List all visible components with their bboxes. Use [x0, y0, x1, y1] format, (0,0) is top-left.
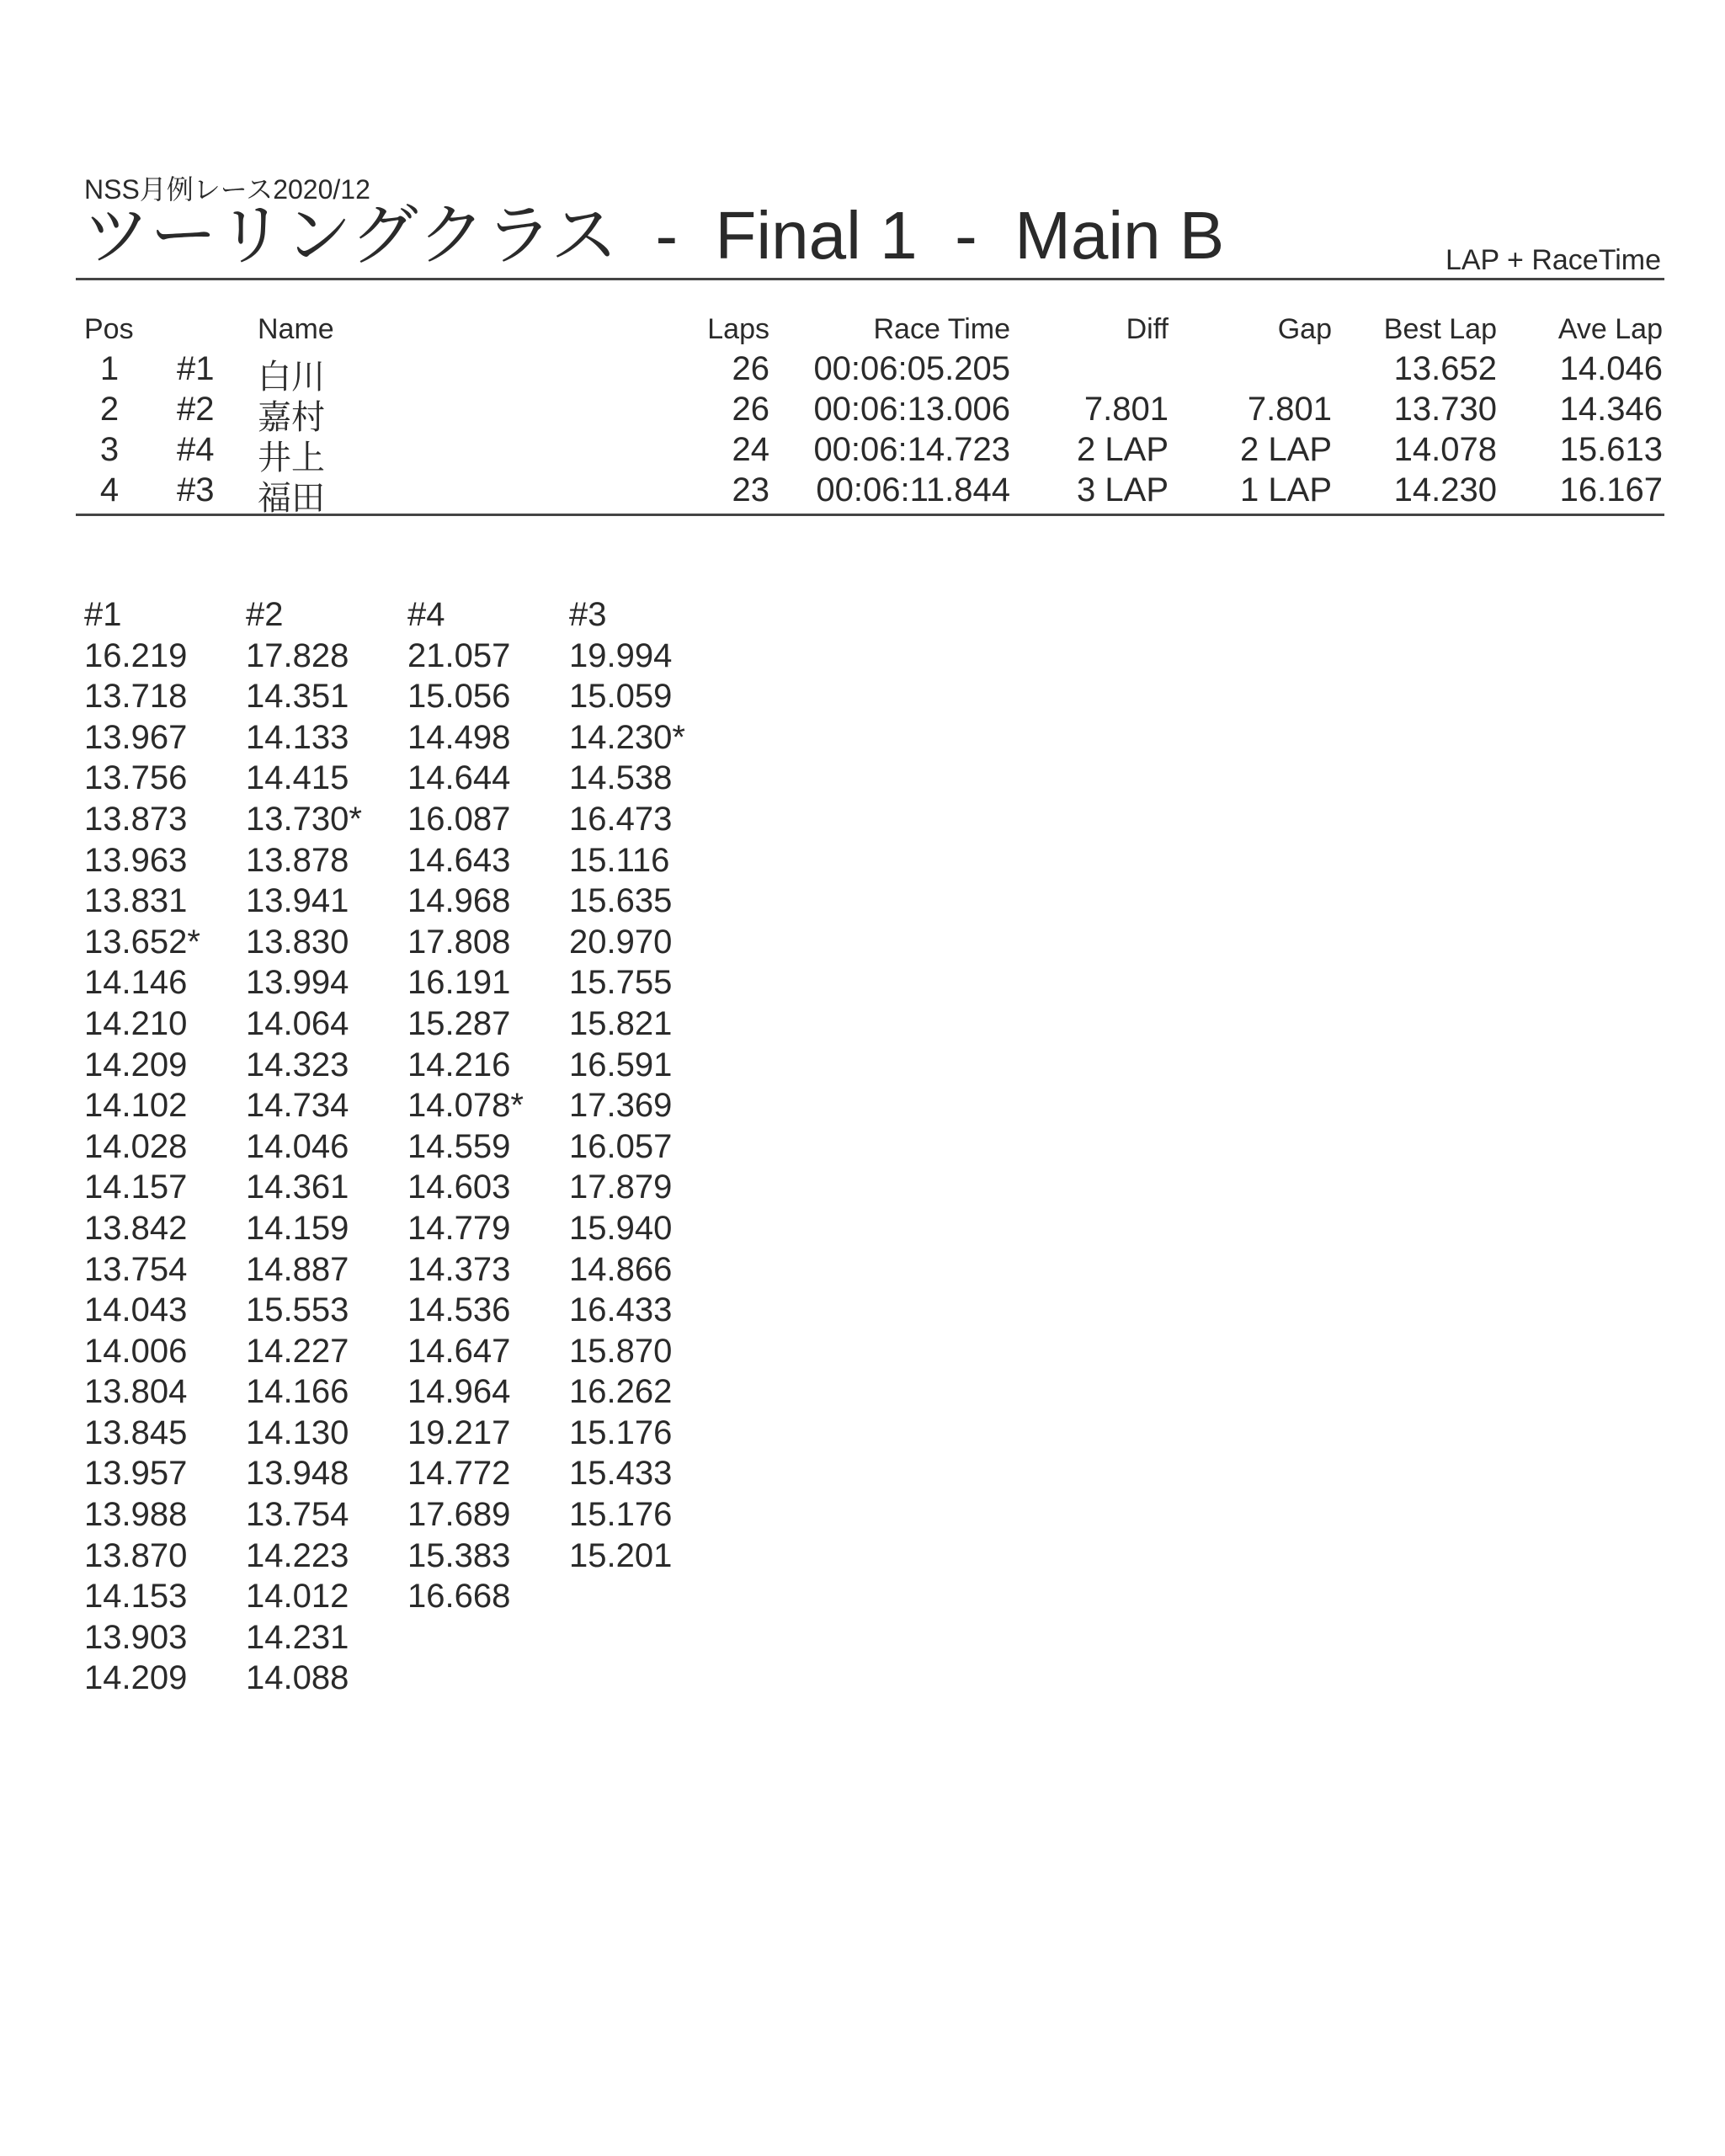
lap-time: 14.887 [246, 1250, 349, 1288]
lap-time: 15.755 [569, 964, 673, 1002]
result-ave-lap: 14.046 [1559, 350, 1663, 387]
lap-time: 16.057 [569, 1127, 673, 1165]
lap-time: 15.635 [569, 882, 673, 920]
lap-times-table [84, 594, 731, 1699]
lap-time: 15.870 [569, 1332, 673, 1370]
lap-time: 13.967 [84, 718, 188, 756]
lap-time: 14.415 [246, 759, 349, 797]
lap-time: 13.878 [246, 841, 349, 879]
result-car-number: #3 [177, 471, 215, 508]
lap-time: 14.046 [246, 1127, 349, 1165]
lap-time: 14.644 [407, 759, 511, 797]
lap-time: 14.159 [246, 1209, 349, 1247]
lap-time: 14.223 [246, 1536, 349, 1574]
result-gap: 2 LAP [1240, 431, 1332, 468]
result-ave-lap: 14.346 [1559, 391, 1663, 428]
lap-time: 13.963 [84, 841, 188, 879]
lap-time: 20.970 [569, 923, 673, 961]
result-row [0, 431, 1725, 476]
lap-time: 15.059 [569, 678, 673, 716]
report-type-label: LAP + RaceTime [1445, 244, 1661, 276]
col-header-gap: Gap [1277, 313, 1332, 345]
results-table [0, 313, 1725, 517]
lap-time: 14.231 [246, 1618, 349, 1656]
lap-time: 17.808 [407, 923, 511, 961]
result-best-lap: 14.230 [1393, 471, 1497, 508]
lap-time: 13.754 [246, 1496, 349, 1534]
lap-time: 17.828 [246, 636, 349, 674]
lap-time: 17.689 [407, 1496, 511, 1534]
lap-time: 13.948 [246, 1455, 349, 1493]
result-race-time: 00:06:14.723 [813, 431, 1010, 468]
lap-time: 15.553 [246, 1291, 349, 1329]
lap-time: 14.028 [84, 1127, 188, 1165]
result-driver-name: 嘉村 [258, 399, 325, 436]
lap-time: 14.351 [246, 678, 349, 716]
lap-time: 14.146 [84, 964, 188, 1002]
lap-time: 14.043 [84, 1291, 188, 1329]
lap-time: 16.668 [407, 1578, 511, 1616]
lap-column-header: #3 [569, 596, 607, 633]
lap-time: 14.968 [407, 882, 511, 920]
lap-time: 19.994 [569, 636, 673, 674]
result-gap: 7.801 [1247, 391, 1332, 428]
lap-time: 14.209 [84, 1659, 188, 1697]
lap-time: 16.219 [84, 636, 188, 674]
lap-time: 14.647 [407, 1332, 511, 1370]
lap-time: 14.157 [84, 1168, 188, 1206]
lap-time: 13.941 [246, 882, 349, 920]
lap-time: 16.262 [569, 1373, 673, 1411]
lap-time: 13.988 [84, 1496, 188, 1534]
lap-time: 14.361 [246, 1168, 349, 1206]
col-header-race-time: Race Time [873, 313, 1010, 345]
lap-time: 15.056 [407, 678, 511, 716]
result-best-lap: 13.652 [1393, 350, 1497, 387]
event-name: NSS月例レース2020/12 [84, 174, 370, 205]
lap-time: 15.176 [569, 1413, 673, 1451]
result-car-number: #2 [177, 391, 215, 428]
lap-time: 15.383 [407, 1536, 511, 1574]
lap-time: 13.957 [84, 1455, 188, 1493]
lap-time: 15.201 [569, 1536, 673, 1574]
lap-time: 13.718 [84, 678, 188, 716]
race-title: ツーリングクラス - Final 1 - Main B [83, 198, 1225, 273]
lap-time: 14.216 [407, 1046, 511, 1083]
lap-time: 17.369 [569, 1087, 673, 1125]
lap-column [246, 594, 407, 1699]
lap-time: 17.879 [569, 1168, 673, 1206]
lap-time: 14.012 [246, 1578, 349, 1616]
result-race-time: 00:06:05.205 [813, 350, 1010, 387]
lap-time: 14.088 [246, 1659, 349, 1697]
lap-time: 14.133 [246, 718, 349, 756]
result-ave-lap: 15.613 [1559, 431, 1663, 468]
lap-time: 13.804 [84, 1373, 188, 1411]
results-header-row [0, 313, 1725, 343]
lap-time: 14.210 [84, 1004, 188, 1042]
result-pos: 1 [99, 350, 120, 387]
lap-time: 13.652* [84, 923, 200, 961]
result-pos: 4 [99, 471, 120, 508]
lap-time: 14.734 [246, 1087, 349, 1125]
lap-time: 14.323 [246, 1046, 349, 1083]
result-row [0, 350, 1725, 396]
result-car-number: #1 [177, 350, 215, 387]
lap-time: 14.006 [84, 1332, 188, 1370]
lap-time: 13.830 [246, 923, 349, 961]
lap-time: 13.870 [84, 1536, 188, 1574]
lap-column-header: #2 [246, 596, 284, 633]
lap-time: 15.287 [407, 1004, 511, 1042]
lap-time: 14.130 [246, 1413, 349, 1451]
lap-time: 16.087 [407, 800, 511, 838]
lap-time: 13.845 [84, 1413, 188, 1451]
lap-time: 21.057 [407, 636, 511, 674]
lap-time: 14.779 [407, 1209, 511, 1247]
lap-time: 14.536 [407, 1291, 511, 1329]
result-laps: 26 [732, 391, 769, 428]
col-header-pos: Pos [84, 313, 134, 345]
lap-column-header: #4 [407, 596, 445, 633]
lap-time: 16.473 [569, 800, 673, 838]
lap-time: 13.873 [84, 800, 188, 838]
result-car-number: #4 [177, 431, 215, 468]
result-laps: 23 [732, 471, 769, 508]
lap-time: 14.772 [407, 1455, 511, 1493]
results-divider [76, 514, 1664, 516]
lap-time: 14.538 [569, 759, 673, 797]
result-best-lap: 13.730 [1393, 391, 1497, 428]
result-laps: 26 [732, 350, 769, 387]
result-pos: 2 [99, 391, 120, 428]
result-diff: 7.801 [1083, 391, 1169, 428]
result-race-time: 00:06:13.006 [813, 391, 1010, 428]
header-divider [76, 278, 1664, 280]
result-driver-name: 福田 [258, 480, 325, 517]
lap-time: 13.756 [84, 759, 188, 797]
lap-time: 13.730* [246, 800, 362, 838]
result-best-lap: 14.078 [1393, 431, 1497, 468]
lap-column [84, 594, 246, 1699]
lap-column-header: #1 [84, 596, 122, 633]
lap-time: 15.116 [569, 841, 670, 879]
lap-time: 14.603 [407, 1168, 511, 1206]
col-header-best-lap: Best Lap [1383, 313, 1497, 345]
lap-time: 14.064 [246, 1004, 349, 1042]
col-header-name: Name [258, 313, 334, 345]
lap-time: 14.227 [246, 1332, 349, 1370]
lap-time: 14.964 [407, 1373, 511, 1411]
result-row [0, 391, 1725, 436]
result-pos: 3 [99, 431, 120, 468]
col-header-laps: Laps [707, 313, 769, 345]
lap-time: 16.191 [407, 964, 511, 1002]
col-header-ave-lap: Ave Lap [1557, 313, 1663, 345]
lap-time: 19.217 [407, 1413, 511, 1451]
lap-time: 15.433 [569, 1455, 673, 1493]
lap-time: 13.754 [84, 1250, 188, 1288]
lap-time: 14.559 [407, 1127, 511, 1165]
result-diff: 3 LAP [1077, 471, 1169, 508]
lap-time: 16.591 [569, 1046, 673, 1083]
lap-time: 14.230* [569, 718, 685, 756]
lap-time: 15.821 [569, 1004, 673, 1042]
lap-time: 14.373 [407, 1250, 511, 1288]
lap-time: 14.643 [407, 841, 511, 879]
col-header-diff: Diff [1126, 313, 1169, 345]
result-diff: 2 LAP [1077, 431, 1169, 468]
lap-time: 14.866 [569, 1250, 673, 1288]
result-ave-lap: 16.167 [1559, 471, 1663, 508]
result-laps: 24 [732, 431, 769, 468]
lap-time: 13.842 [84, 1209, 188, 1247]
result-gap: 1 LAP [1240, 471, 1332, 508]
lap-time: 13.994 [246, 964, 349, 1002]
lap-time: 13.903 [84, 1618, 188, 1656]
lap-time: 13.831 [84, 882, 188, 920]
lap-time: 15.176 [569, 1496, 673, 1534]
lap-time: 14.153 [84, 1578, 188, 1616]
result-driver-name: 井上 [258, 439, 325, 476]
result-driver-name: 白川 [258, 359, 325, 396]
lap-time: 14.498 [407, 718, 511, 756]
lap-time: 16.433 [569, 1291, 673, 1329]
lap-time: 14.078* [407, 1087, 524, 1125]
lap-time: 15.940 [569, 1209, 673, 1247]
lap-column [407, 594, 569, 1699]
result-race-time: 00:06:11.844 [816, 471, 1010, 508]
result-row [0, 471, 1725, 517]
lap-time: 14.209 [84, 1046, 188, 1083]
lap-time: 14.102 [84, 1087, 188, 1125]
lap-time: 14.166 [246, 1373, 349, 1411]
lap-column [569, 594, 731, 1699]
